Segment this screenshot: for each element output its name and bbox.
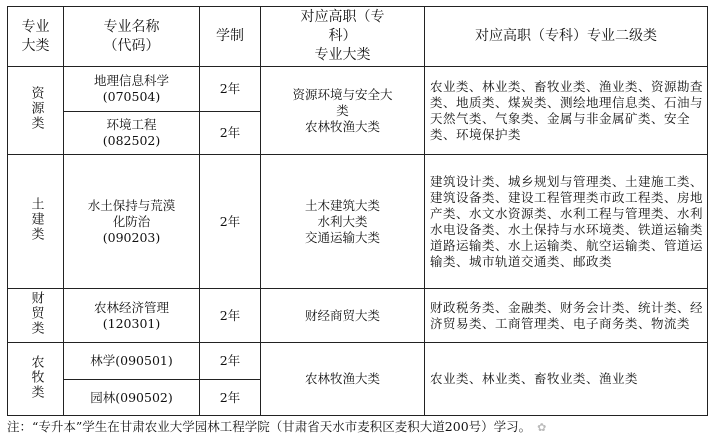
footnote-text: 注：“专升本”学生在甘肃农业大学园林工程学院（甘肃省天水市麦积区麦积大道200号）学习。 [7, 419, 532, 434]
header-secondary: 对应高职（专科）专业二级类 [425, 7, 708, 67]
header-row [8, 7, 708, 67]
duration-cell: 2年 [200, 67, 261, 112]
duration-cell: 2年 [200, 343, 261, 380]
table-row [8, 343, 708, 380]
major-cell: 地理信息科学 (070504) [64, 67, 200, 112]
category-cell: 农牧类 [8, 343, 64, 416]
vocational-cell: 农林牧渔大类 [261, 343, 425, 416]
vocational-cell: 土木建筑大类 水利大类 交通运输大类 [261, 155, 425, 289]
table-row [8, 289, 708, 343]
major-table-wrapper [7, 6, 707, 416]
category-cell: 土建类 [8, 155, 64, 289]
header-category: 专业 大类 [8, 7, 64, 67]
header-major: 专业名称 （代码） [64, 7, 200, 67]
major-cell: 水土保持与荒漠 化防治 (090203) [64, 155, 200, 289]
header-vocational-category: 对应高职（专 科） 专业大类 [261, 7, 425, 67]
vocational-cell: 资源环境与安全大 类 农林牧渔大类 [261, 67, 425, 155]
duration-cell: 2年 [200, 289, 261, 343]
secondary-cell: 农业类、林业类、畜牧业类、渔业类、资源勘查类、地质类、煤炭类、测绘地理信息类、石油与天然气类、气象类、金属与非金属矿类、安全类、环境保护类 [425, 67, 708, 155]
major-table [7, 6, 708, 416]
duration-cell: 2年 [200, 380, 261, 416]
major-cell: 农林经济管理 (120301) [64, 289, 200, 343]
duration-cell: 2年 [200, 155, 261, 289]
duration-cell: 2年 [200, 112, 261, 155]
major-cell: 林学(090501) [64, 343, 200, 380]
secondary-cell: 农业类、林业类、畜牧业类、渔业类 [425, 343, 708, 416]
major-cell: 环境工程 (082502) [64, 112, 200, 155]
secondary-cell: 财政税务类、金融类、财务会计类、统计类、经济贸易类、工商管理类、电子商务类、物流类 [425, 289, 708, 343]
vocational-cell: 财经商贸大类 [261, 289, 425, 343]
header-duration: 学制 [200, 7, 261, 67]
table-row [8, 67, 708, 112]
major-cell: 园林(090502) [64, 380, 200, 416]
watermark-icon: ✿ [537, 421, 547, 434]
category-cell: 财贸类 [8, 289, 64, 343]
footnote [7, 419, 712, 436]
secondary-cell: 建筑设计类、城乡规划与管理类、土建施工类、建筑设备类、建设工程管理类市政工程类、房地产类、水文水资源类、水利工程与管理类、水利水电设备类、水土保持与水环境类、铁道运输类道路运输类、水上运输类、航空运输类、管道运输类、城市轨道交通类、邮政类 [425, 155, 708, 289]
category-cell: 资源类 [8, 67, 64, 155]
table-row [8, 155, 708, 289]
